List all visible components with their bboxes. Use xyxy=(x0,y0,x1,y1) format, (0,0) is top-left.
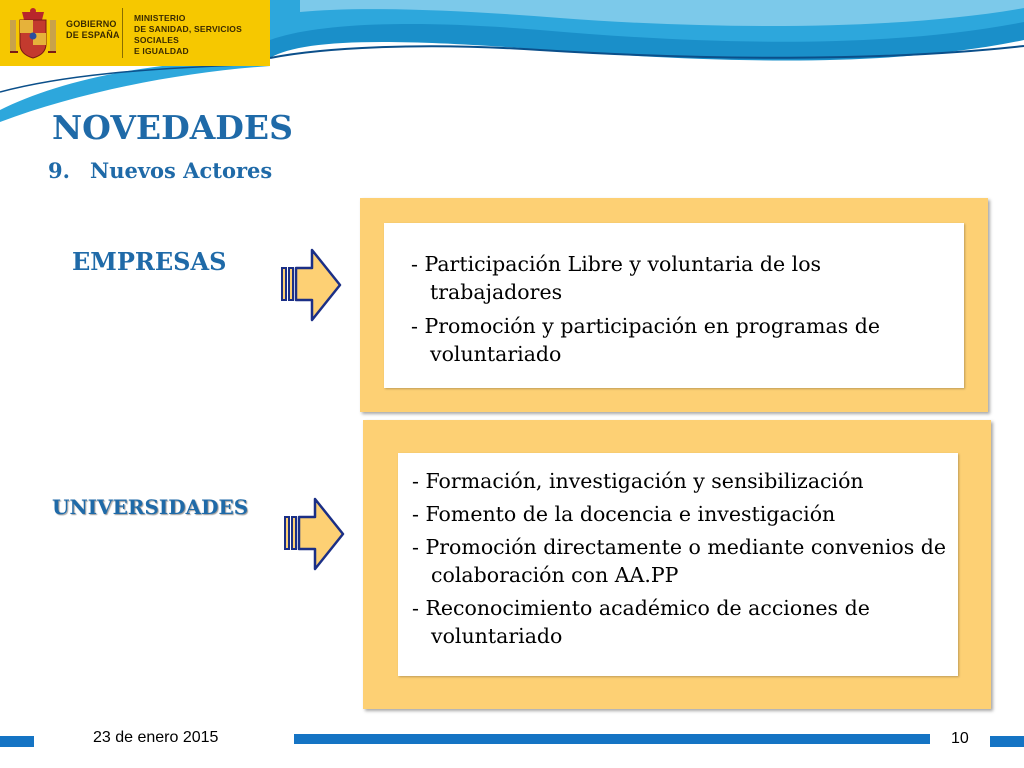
footer-bar-center xyxy=(294,734,930,744)
universidades-panel xyxy=(363,420,991,709)
arrow-right-icon xyxy=(283,497,347,571)
footer-bar-left xyxy=(0,736,34,747)
list-item: - Fomento de la docencia e investigación xyxy=(412,502,836,526)
logo-divider xyxy=(122,8,123,58)
section-label-empresas: EMPRESAS xyxy=(72,247,227,276)
page-number: 10 xyxy=(951,730,969,747)
empresas-panel xyxy=(360,198,988,412)
empresas-content-box xyxy=(384,223,964,388)
subtitle-text: Nuevos Actores xyxy=(90,158,273,183)
government-logo xyxy=(0,0,270,66)
universidades-list xyxy=(412,467,952,655)
footer-date: 23 de enero 2015 xyxy=(93,729,219,746)
arrow-right-icon xyxy=(280,248,344,322)
list-item: - Reconocimiento académico de acciones de voluntariado xyxy=(412,596,870,648)
empresas-list xyxy=(411,250,951,374)
slide-subtitle xyxy=(48,158,272,183)
section-label-universidades: UNIVERSIDADES xyxy=(52,495,249,519)
coat-of-arms-icon xyxy=(8,6,58,60)
universidades-content-box xyxy=(398,453,958,676)
slide-title: NOVEDADES xyxy=(52,108,293,147)
list-item: - Promoción directamente o mediante convenios de colaboración con AA.PP xyxy=(412,535,947,587)
list-item: - Promoción y participación en programas de voluntariado xyxy=(411,314,880,366)
footer-bar-right xyxy=(990,736,1024,747)
subtitle-number: 9. xyxy=(48,158,70,183)
list-item: - Formación, investigación y sensibilización xyxy=(412,469,864,493)
ministry-name: MINISTERIO DE SANIDAD, SERVICIOS SOCIALES E IGUALDAD xyxy=(134,13,242,56)
government-name: GOBIERNO DE ESPAÑA xyxy=(66,19,120,40)
list-item: - Participación Libre y voluntaria de los trabajadores xyxy=(411,252,822,304)
